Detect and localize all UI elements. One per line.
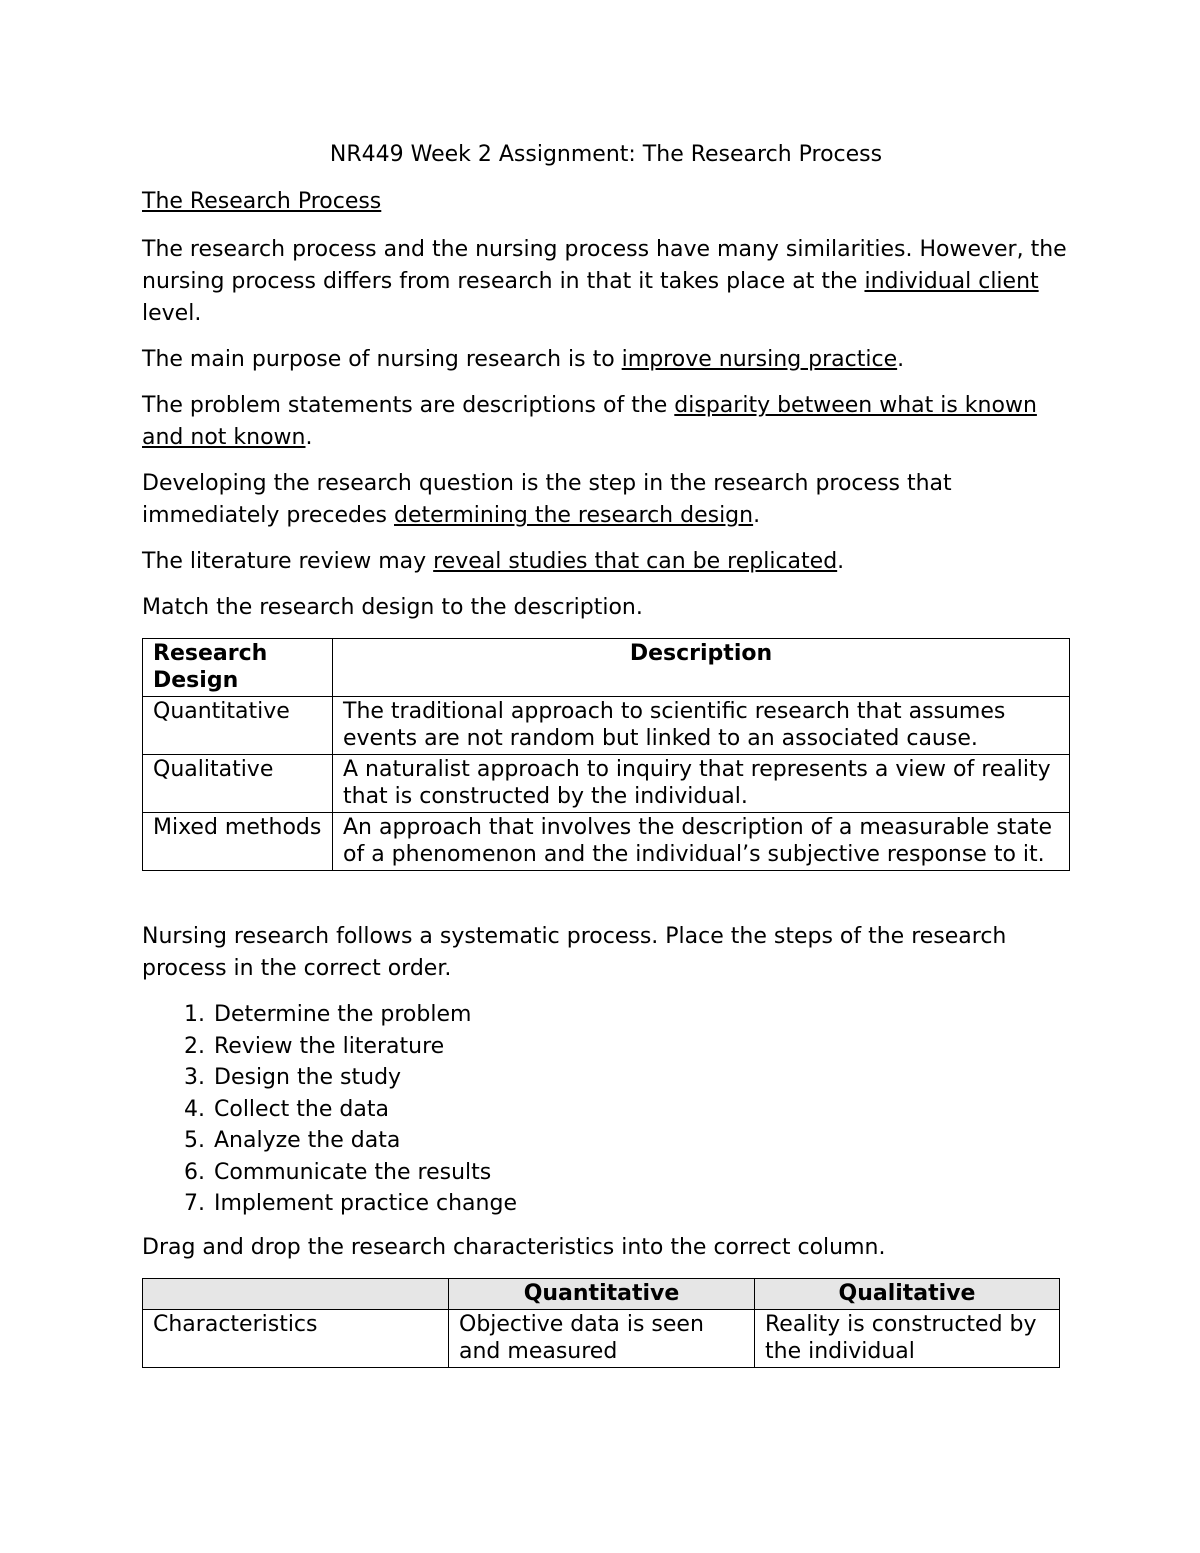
row-label: Characteristics	[143, 1309, 449, 1367]
header-description: Description	[333, 639, 1070, 697]
p3-answer: disparity between what is known and not known	[142, 393, 1037, 450]
table-row	[143, 697, 1070, 755]
match-prompt: Match the research design to the description.	[142, 595, 643, 620]
paragraph-nursing-process	[142, 234, 1070, 330]
table-header-row	[143, 639, 1070, 697]
p2-answer: improve nursing practice	[621, 347, 898, 372]
list-item: 5. Analyze the data	[212, 1125, 1070, 1157]
characteristics-table	[142, 1278, 1060, 1368]
design-cell: Mixed methods	[143, 813, 333, 871]
table-row	[143, 1309, 1060, 1367]
list-item: 3. Design the study	[212, 1062, 1070, 1094]
header-qualitative: Qualitative	[755, 1278, 1060, 1309]
p5-text: The literature review may	[142, 549, 434, 574]
document-page	[142, 140, 1070, 1368]
table-row	[143, 813, 1070, 871]
paragraph-literature-review	[142, 546, 1070, 578]
p2-text: The main purpose of nursing research is to	[142, 347, 622, 372]
p5-answer: reveal studies that can be replicated	[433, 549, 838, 574]
qualitative-characteristic[interactable]: Reality is constructed by the individual	[755, 1309, 1060, 1367]
p1-end: level.	[142, 301, 202, 326]
table-row	[143, 755, 1070, 813]
p1-answer: individual client	[864, 269, 1039, 294]
p4-answer: determining the research design	[394, 503, 754, 528]
p3-end: .	[305, 425, 313, 450]
design-cell: Qualitative	[143, 755, 333, 813]
paragraph-research-question	[142, 468, 1070, 532]
header-research-design: Research Design	[143, 639, 333, 697]
list-item: 2. Review the literature	[212, 1031, 1070, 1063]
paragraph-main-purpose	[142, 344, 1070, 376]
list-item: 6. Communicate the results	[212, 1157, 1070, 1189]
p4-text: Developing the research question is the step in the research process that immediately precedes	[142, 471, 952, 528]
p5-end: .	[837, 549, 845, 574]
header-empty	[143, 1278, 449, 1309]
design-cell: Quantitative	[143, 697, 333, 755]
p4-end: .	[753, 503, 761, 528]
quantitative-characteristic[interactable]: Objective data is seen and measured	[449, 1309, 755, 1367]
header-quantitative: Quantitative	[449, 1278, 755, 1309]
description-cell: A naturalist approach to inquiry that represents a view of reality that is constructed by the individual.	[333, 755, 1070, 813]
section-heading: The Research Process	[142, 189, 382, 214]
p3-text: The problem statements are descriptions of the	[142, 393, 675, 418]
list-item: 4. Collect the data	[212, 1094, 1070, 1126]
table-header-row	[143, 1278, 1060, 1309]
drag-prompt: Drag and drop the research characteristics into the correct column.	[142, 1234, 886, 1260]
list-item: 1. Determine the problem	[212, 999, 1070, 1031]
document-title: NR449 Week 2 Assignment: The Research Process	[329, 142, 883, 167]
steps-list	[142, 999, 1070, 1220]
p2-end: .	[897, 347, 905, 372]
paragraph-problem-statements	[142, 390, 1070, 454]
steps-prompt: Nursing research follows a systematic process. Place the steps of the research process in the correct order.	[142, 924, 1007, 981]
description-cell: An approach that involves the description of a measurable state of a phenomenon and the individual’s subjective response to it.	[333, 813, 1070, 871]
p1-text: The research process and the nursing process have many similarities. However, the nursing process differs from research in that it takes place at the	[142, 237, 1067, 294]
list-item: 7. Implement practice change	[212, 1188, 1070, 1220]
description-cell: The traditional approach to scientific research that assumes events are not random but linked to an associated cause.	[333, 697, 1070, 755]
design-table	[142, 638, 1070, 871]
